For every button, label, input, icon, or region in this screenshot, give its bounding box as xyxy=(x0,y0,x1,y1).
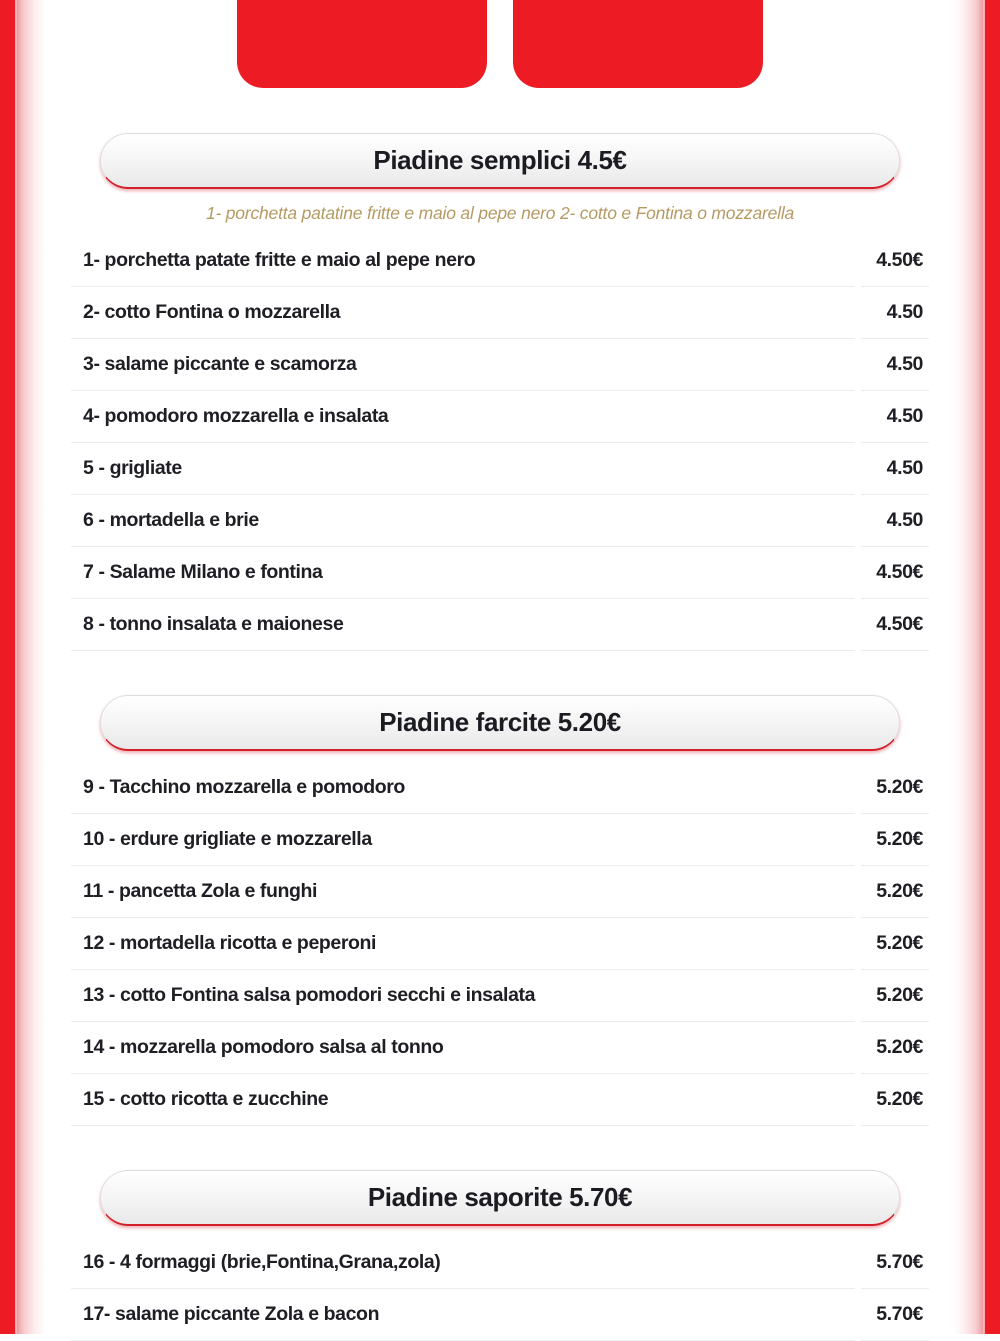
section-header-pill: Piadine saporite 5.70€ xyxy=(100,1170,900,1226)
menu-item-name: 7 - Salame Milano e fontina xyxy=(71,547,855,599)
section-subtitle: 1- porchetta patatine fritte e maio al pepe nero 2- cotto e Fontina o mozzarella xyxy=(205,203,795,223)
menu-item-price: 5.20€ xyxy=(861,1074,929,1126)
menu-item-row xyxy=(71,599,929,651)
header-tile-right[interactable] xyxy=(513,0,763,88)
menu-table xyxy=(65,1237,935,1341)
menu-section xyxy=(65,695,935,1126)
menu-item-name: 11 - pancetta Zola e funghi xyxy=(71,866,855,918)
menu-item-row xyxy=(71,866,929,918)
menu-item-row xyxy=(71,391,929,443)
menu-table-body xyxy=(71,235,929,651)
menu-table-body xyxy=(71,1237,929,1341)
section-header-pill: Piadine semplici 4.5€ xyxy=(100,133,900,189)
menu-item-price: 5.20€ xyxy=(861,814,929,866)
menu-item-row xyxy=(71,814,929,866)
menu-item-row xyxy=(71,339,929,391)
menu-item-row xyxy=(71,287,929,339)
menu-item-price: 4.50 xyxy=(861,443,929,495)
menu-item-name: 15 - cotto ricotta e zucchine xyxy=(71,1074,855,1126)
menu-item-row xyxy=(71,235,929,287)
menu-sections xyxy=(65,133,935,1341)
menu-item-row xyxy=(71,762,929,814)
menu-item-name: 17- salame piccante Zola e bacon xyxy=(71,1289,855,1341)
menu-item-price: 4.50 xyxy=(861,287,929,339)
menu-item-row xyxy=(71,1237,929,1289)
menu-item-price: 4.50€ xyxy=(861,599,929,651)
menu-item-price: 4.50€ xyxy=(861,235,929,287)
menu-item-name: 2- cotto Fontina o mozzarella xyxy=(71,287,855,339)
menu-item-price: 5.20€ xyxy=(861,918,929,970)
menu-item-price: 4.50 xyxy=(861,391,929,443)
menu-page xyxy=(65,0,935,1341)
menu-item-price: 4.50 xyxy=(861,495,929,547)
menu-item-row xyxy=(71,918,929,970)
menu-item-row xyxy=(71,443,929,495)
menu-item-name: 8 - tonno insalata e maionese xyxy=(71,599,855,651)
menu-item-price: 5.20€ xyxy=(861,1022,929,1074)
menu-item-price: 5.70€ xyxy=(861,1289,929,1341)
menu-item-name: 1- porchetta patate fritte e maio al pepe nero xyxy=(71,235,855,287)
menu-item-name: 16 - 4 formaggi (brie,Fontina,Grana,zola) xyxy=(71,1237,855,1289)
left-border-decoration xyxy=(0,0,48,1334)
menu-section xyxy=(65,133,935,651)
menu-item-name: 5 - grigliate xyxy=(71,443,855,495)
menu-item-price: 5.20€ xyxy=(861,970,929,1022)
menu-table-body xyxy=(71,762,929,1126)
menu-table xyxy=(65,762,935,1126)
menu-item-name: 10 - erdure grigliate e mozzarella xyxy=(71,814,855,866)
header-tiles xyxy=(65,0,935,88)
menu-item-price: 4.50 xyxy=(861,339,929,391)
header-tile-left[interactable] xyxy=(237,0,487,88)
menu-table xyxy=(65,235,935,651)
menu-item-name: 9 - Tacchino mozzarella e pomodoro xyxy=(71,762,855,814)
menu-section xyxy=(65,1170,935,1341)
menu-item-row xyxy=(71,1022,929,1074)
menu-item-row xyxy=(71,1289,929,1341)
menu-item-name: 6 - mortadella e brie xyxy=(71,495,855,547)
menu-item-name: 13 - cotto Fontina salsa pomodori secchi e insalata xyxy=(71,970,855,1022)
menu-item-price: 5.20€ xyxy=(861,762,929,814)
menu-item-price: 5.20€ xyxy=(861,866,929,918)
right-border-decoration xyxy=(952,0,1000,1334)
section-header-pill: Piadine farcite 5.20€ xyxy=(100,695,900,751)
menu-item-name: 4- pomodoro mozzarella e insalata xyxy=(71,391,855,443)
menu-item-price: 5.70€ xyxy=(861,1237,929,1289)
menu-item-name: 12 - mortadella ricotta e peperoni xyxy=(71,918,855,970)
menu-item-name: 14 - mozzarella pomodoro salsa al tonno xyxy=(71,1022,855,1074)
menu-item-row xyxy=(71,1074,929,1126)
menu-item-row xyxy=(71,495,929,547)
menu-item-price: 4.50€ xyxy=(861,547,929,599)
menu-item-row xyxy=(71,547,929,599)
menu-item-name: 3- salame piccante e scamorza xyxy=(71,339,855,391)
menu-item-row xyxy=(71,970,929,1022)
